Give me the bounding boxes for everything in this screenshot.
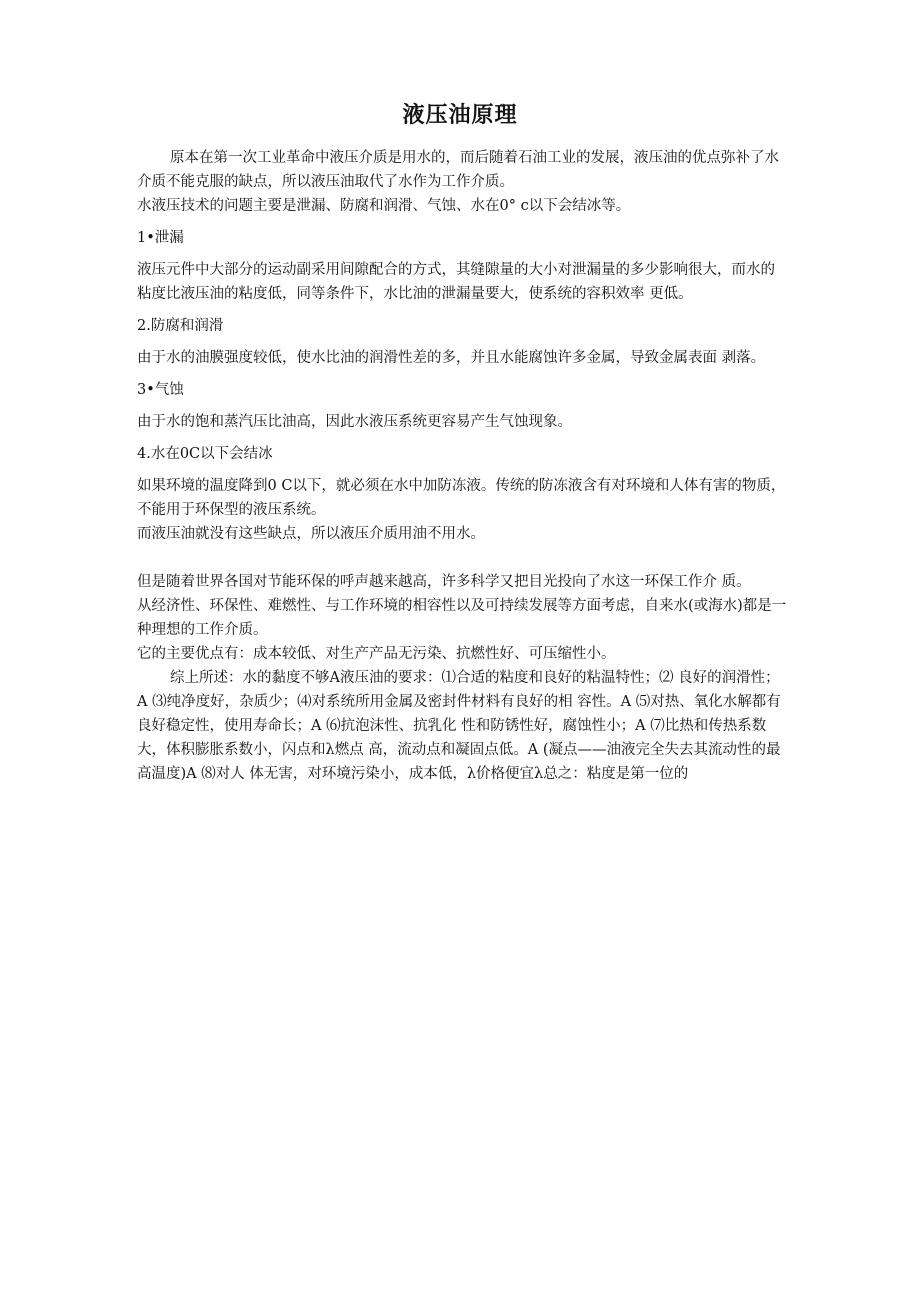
paragraph-problems: 水液压技术的问题主要是泄漏、防腐和润滑、气蚀、水在0° c以下会结冰等。 xyxy=(137,198,631,214)
section-heading-leakage: 1•泄漏 xyxy=(137,230,184,246)
document-body xyxy=(137,146,787,786)
section-heading-corrosion: 2.防腐和润滑 xyxy=(137,318,224,334)
paragraph-gap xyxy=(137,546,787,570)
paragraph-corrosion: 由于水的油膜强度较低，使水比油的润滑性差的多，并且水能腐蚀许多金属，导致金属表面 剥落。 xyxy=(137,350,766,366)
paragraph-ideal-medium: 从经济性、环保性、难燃性、与工作环境的相容性以及可持续发展等方面考虑，自来水(或海水)都是一种理想的工作介质。 xyxy=(137,598,787,638)
paragraph-leakage: 液压元件中大部分的运动副采用间隙配合的方式，其缝隙量的大小对泄漏量的多少影响很大，而水的粘度比液压油的粘度低，同等条件下，水比油的泄漏量要大，使系统的容积效率 更低。 xyxy=(137,262,775,302)
paragraph-intro: 原本在第一次工业革命中液压介质是用水的，而后随着石油工业的发展，液压油的优点弥补了水介质不能克服的缺点，所以液压油取代了水作为工作介质。 xyxy=(137,150,779,190)
paragraph-cavitation: 由于水的饱和蒸汽压比油高，因此水液压系统更容易产生气蚀现象。 xyxy=(137,414,572,430)
document-title: 液压油原理 xyxy=(402,102,518,128)
paragraph-environment: 但是随着世界各国对节能环保的呼声越来越高，许多科学又把目光投向了水这一环保工作介 质。 xyxy=(137,574,751,590)
paragraph-summary: 综上所述：水的黏度不够A液压油的要求：⑴合适的粘度和良好的粘温特性；⑵ 良好的润滑性；A ⑶纯净度好，杂质少；⑷对系统所用金属及密封件材料有良好的相 容性。A ⑸对热、氧化水解都有良好稳定性，使用寿命长；A ⑹抗泡沫性、抗乳化 性和防锈性好，腐蚀性小；A ⑺比热和传热系数大，体积膨胀系数小，闪点和λ燃点 高，流动点和凝固点低。A (凝点——油液完全失去其流动性的最高温度)A ⑻对人 体无害，对环境污染小，成本低，λ价格便宜λ总之：粘度是第一位的 xyxy=(137,670,781,782)
section-heading-cavitation: 3•气蚀 xyxy=(137,382,184,398)
paragraph-oil-advantage: 而液压油就没有这些缺点，所以液压介质用油不用水。 xyxy=(137,526,485,542)
section-heading-freezing: 4.水在0C以下会结冰 xyxy=(137,446,273,462)
paragraph-freezing: 如果环境的温度降到0 C以下，就必须在水中加防冻液。传统的防冻液含有对环境和人体有害的物质，不能用于环保型的液压系统。 xyxy=(137,478,786,518)
paragraph-main-advantages: 它的主要优点有：成本较低、对生产产品无污染、抗燃性好、可压缩性小。 xyxy=(137,646,616,662)
